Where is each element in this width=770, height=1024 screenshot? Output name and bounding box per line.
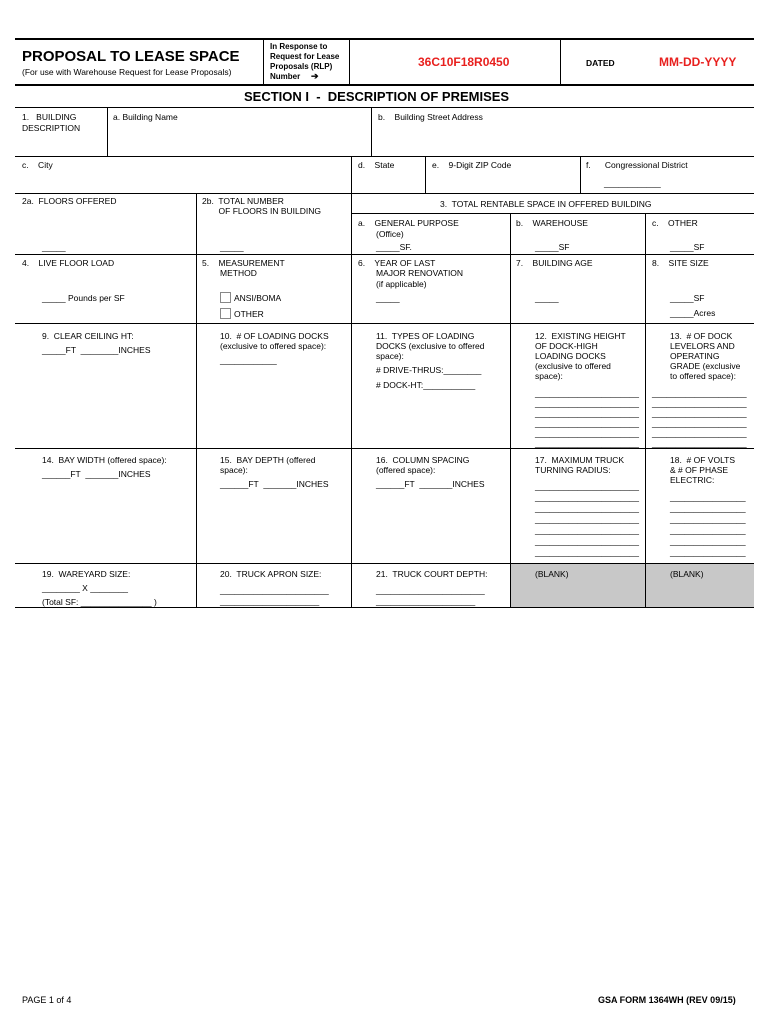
blank-label: (BLANK) [535, 569, 569, 579]
bay-depth-label-2: space): [220, 465, 248, 475]
rlp-label-line1: In Response to [270, 42, 328, 51]
page-number: PAGE 1 of 4 [22, 995, 72, 1005]
truck-apron-line[interactable]: _____________________ [220, 596, 320, 606]
floors-offered-blank[interactable]: _____ [42, 242, 66, 252]
total-rentable-space-label: 3. TOTAL RENTABLE SPACE IN OFFERED BUILDING [440, 199, 652, 209]
live-floor-load-blank[interactable]: _____ Pounds per SF [42, 293, 125, 303]
ansi-boma-checkbox[interactable] [220, 292, 231, 303]
dock-height-line[interactable]: ______________________ [535, 398, 640, 408]
dock-levelors-line[interactable]: ____________________ [652, 438, 747, 448]
form-subtitle: (For use with Warehouse Request for Lease Proposals) [22, 67, 232, 77]
dated-label: DATED [586, 58, 615, 68]
dock-levelors-line[interactable]: ____________________ [652, 428, 747, 438]
volts-line[interactable]: ________________ [670, 525, 746, 535]
floors-offered-label: 2a. FLOORS OFFERED [22, 196, 117, 206]
bay-width-blank[interactable]: ______FT _______INCHES [42, 469, 151, 479]
wareyard-total-sf[interactable]: (Total SF: _______________ ) [42, 597, 157, 607]
loading-docks-label: 10. # OF LOADING DOCKS [220, 331, 329, 341]
dock-levelors-label-3: OPERATING [670, 351, 720, 361]
dock-height-label-2: OF DOCK-HIGH [535, 341, 598, 351]
column-spacing-label: 16. COLUMN SPACING [376, 455, 470, 465]
dock-ht-field[interactable]: # DOCK-HT:___________ [376, 380, 476, 390]
dock-types-label: 11. TYPES OF LOADING [376, 331, 475, 341]
truck-court-label: 21. TRUCK COURT DEPTH: [376, 569, 488, 579]
volts-label: 18. # OF VOLTS [670, 455, 736, 465]
rlp-label-line3: Proposals (RLP) [270, 62, 333, 71]
turning-radius-line[interactable]: ______________________ [535, 492, 640, 502]
column-spacing-blank[interactable]: ______FT _______INCHES [376, 479, 485, 489]
zip-code-field[interactable]: e. 9-Digit ZIP Code [432, 160, 512, 170]
other-method-checkbox[interactable] [220, 308, 231, 319]
warehouse-blank[interactable]: _____SF [535, 242, 570, 252]
volts-line[interactable]: ________________ [670, 536, 746, 546]
general-purpose-label: a. GENERAL PURPOSE [358, 218, 459, 228]
dock-levelors-label-4: GRADE (exclusive [670, 361, 741, 371]
building-description-label-2: DESCRIPTION [22, 123, 81, 133]
dated-value: MM-DD-YYYY [659, 55, 737, 69]
form-number: GSA FORM 1364WH (REV 09/15) [598, 995, 736, 1005]
renovation-label-3: (if applicable) [376, 279, 427, 289]
volts-line[interactable]: ________________ [670, 492, 746, 502]
dock-height-label: 12. EXISTING HEIGHT [535, 331, 626, 341]
volts-label-3: ELECTRIC: [670, 475, 715, 485]
turning-radius-line[interactable]: ______________________ [535, 525, 640, 535]
volts-label-2: & # OF PHASE [670, 465, 729, 475]
building-street-address-field[interactable]: b. Building Street Address [378, 112, 483, 122]
wareyard-size-blank[interactable]: ________ X ________ [42, 583, 129, 593]
turning-radius-line[interactable]: ______________________ [535, 481, 640, 491]
measurement-method-label-2: METHOD [220, 268, 257, 278]
total-floors-blank[interactable]: _____ [220, 242, 244, 252]
loading-docks-label-2: (exclusive to offered space): [220, 341, 327, 351]
site-size-label: 8. SITE SIZE [652, 258, 709, 268]
dock-height-line[interactable]: ______________________ [535, 428, 640, 438]
truck-apron-label: 20. TRUCK APRON SIZE: [220, 569, 322, 579]
state-field[interactable]: d. State [358, 160, 395, 170]
bay-width-label: 14. BAY WIDTH (offered space): [42, 455, 167, 465]
dock-levelors-label-2: LEVELORS AND [670, 341, 735, 351]
turning-radius-line[interactable]: ______________________ [535, 536, 640, 546]
dock-height-label-3: LOADING DOCKS [535, 351, 606, 361]
dock-height-line[interactable]: ______________________ [535, 388, 640, 398]
rlp-label-line4: Number [270, 72, 301, 81]
column-spacing-label-2: (offered space): [376, 465, 436, 475]
truck-apron-line[interactable]: _______________________ [220, 585, 329, 595]
total-floors-label: 2b. TOTAL NUMBER [202, 196, 284, 206]
bay-depth-label: 15. BAY DEPTH (offered [220, 455, 316, 465]
dock-levelors-line[interactable]: ____________________ [652, 388, 747, 398]
dock-height-line[interactable]: ______________________ [535, 438, 640, 448]
section-title: SECTION I - DESCRIPTION OF PREMISES [244, 89, 510, 104]
dock-levelors-line[interactable]: ____________________ [652, 408, 747, 418]
other-method-label: OTHER [234, 309, 264, 319]
form-title: PROPOSAL TO LEASE SPACE [22, 48, 240, 65]
site-size-sf-blank[interactable]: _____SF [670, 293, 705, 303]
dock-levelors-label: 13. # OF DOCK [670, 331, 733, 341]
arrow-right-icon: ➔ [311, 71, 319, 81]
drive-thrus-field[interactable]: # DRIVE-THRUS:________ [376, 365, 482, 375]
loading-docks-blank[interactable]: ____________ [220, 355, 277, 365]
renovation-label: 6. YEAR OF LAST [358, 258, 436, 268]
clear-ceiling-label: 9. CLEAR CEILING HT: [42, 331, 134, 341]
turning-radius-line[interactable]: ______________________ [535, 514, 640, 524]
dock-levelors-line[interactable]: ____________________ [652, 418, 747, 428]
rlp-number: 36C10F18R0450 [418, 55, 510, 69]
dock-height-line[interactable]: ______________________ [535, 408, 640, 418]
volts-line[interactable]: ________________ [670, 503, 746, 513]
other-space-label: c. OTHER [652, 218, 698, 228]
turning-radius-line[interactable]: ______________________ [535, 503, 640, 513]
renovation-blank[interactable]: _____ [376, 293, 400, 303]
wareyard-size-label: 19. WAREYARD SIZE: [42, 569, 131, 579]
building-description-label: 1. BUILDING [22, 112, 77, 122]
city-field[interactable]: c. City [22, 160, 53, 170]
measurement-method-label: 5. MEASUREMENT [202, 258, 285, 268]
turning-radius-line[interactable]: ______________________ [535, 547, 640, 557]
rlp-label-line2: Request for Lease [270, 52, 340, 61]
live-floor-load-label: 4. LIVE FLOOR LOAD [22, 258, 115, 268]
dock-height-line[interactable]: ______________________ [535, 418, 640, 428]
building-name-field[interactable]: a. Building Name [113, 112, 178, 122]
dock-height-label-5: space): [535, 371, 563, 381]
congressional-district-field[interactable]: f. Congressional District [586, 160, 688, 170]
general-purpose-sublabel: (Office) [376, 229, 404, 239]
dock-types-label-2: DOCKS (exclusive to offered [376, 341, 485, 351]
congressional-district-blank: ____________ [604, 178, 661, 188]
other-space-blank[interactable]: _____SF [670, 242, 705, 252]
truck-court-line[interactable]: _____________________ [376, 596, 476, 606]
total-floors-label-2: OF FLOORS IN BUILDING [202, 206, 322, 216]
site-size-acres-blank[interactable]: _____Acres [670, 308, 716, 318]
dock-levelors-label-5: to offered space): [670, 371, 736, 381]
bay-depth-blank[interactable]: ______FT _______INCHES [220, 479, 329, 489]
truck-court-line[interactable]: _______________________ [376, 585, 485, 595]
volts-line[interactable]: ________________ [670, 514, 746, 524]
turning-radius-label: 17. MAXIMUM TRUCK [535, 455, 625, 465]
building-age-label: 7. BUILDING AGE [516, 258, 593, 268]
renovation-label-2: MAJOR RENOVATION [376, 268, 464, 278]
warehouse-label: b. WAREHOUSE [516, 218, 588, 228]
turning-radius-label-2: TURNING RADIUS: [535, 465, 611, 475]
blank-label: (BLANK) [670, 569, 704, 579]
general-purpose-blank[interactable]: _____SF. [376, 242, 412, 252]
volts-line[interactable]: ________________ [670, 547, 746, 557]
ansi-boma-label: ANSI/BOMA [234, 293, 282, 303]
dock-levelors-line[interactable]: ____________________ [652, 398, 747, 408]
dock-types-label-3: space): [376, 351, 404, 361]
clear-ceiling-blank[interactable]: _____FT ________INCHES [42, 345, 151, 355]
dock-height-label-4: (exclusive to offered [535, 361, 611, 371]
building-age-blank[interactable]: _____ [535, 293, 559, 303]
